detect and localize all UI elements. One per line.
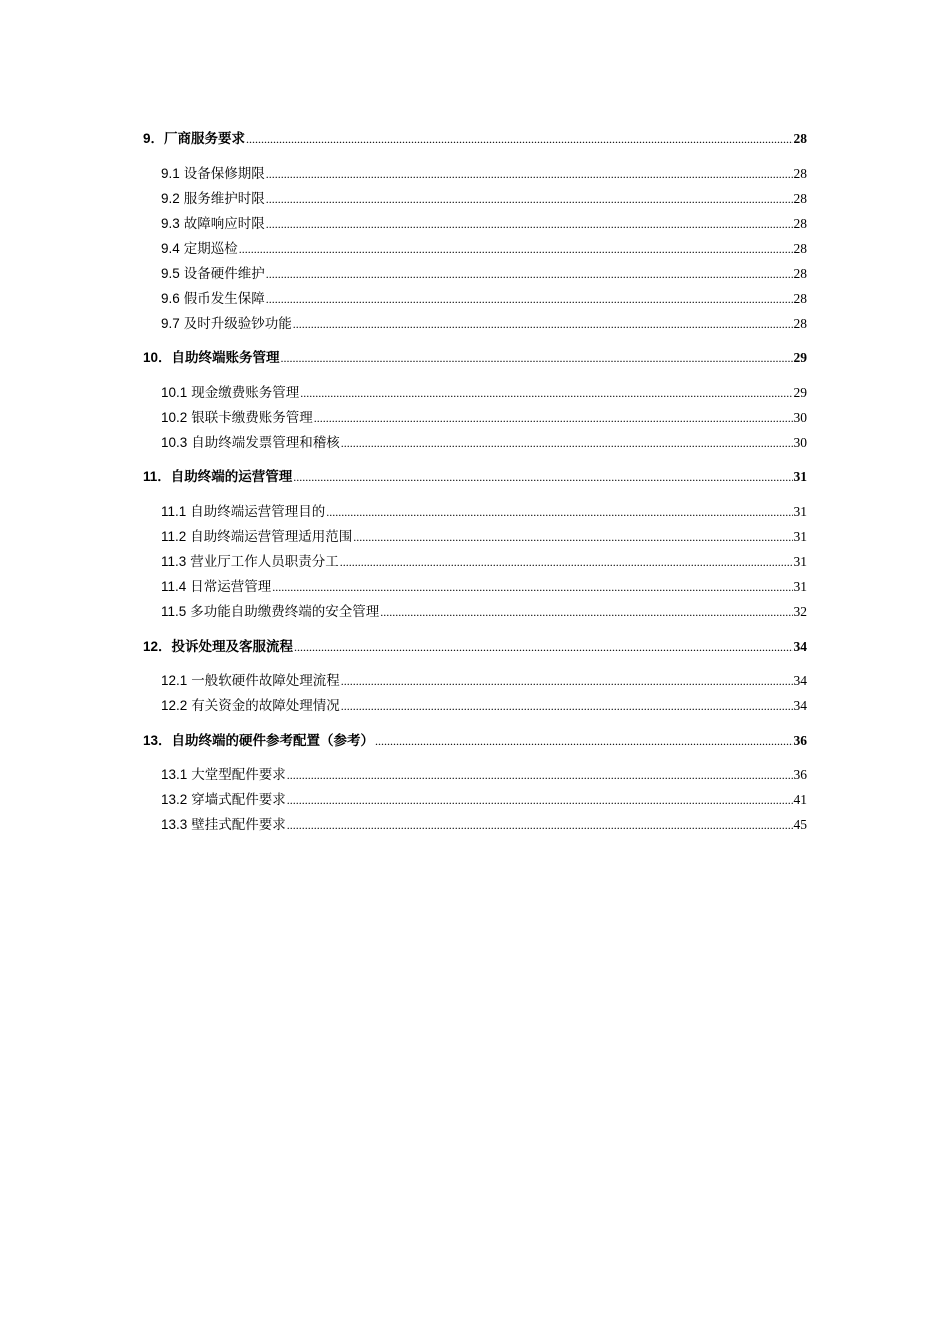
toc-dot-leader: [340, 550, 793, 575]
toc-entry-number: 13.1: [161, 767, 188, 783]
toc-section-link[interactable]: [143, 812, 807, 837]
toc-page-number: 31: [793, 528, 807, 544]
toc-entry-number: 12．: [143, 638, 172, 654]
toc-entry-number: 9.4: [161, 240, 180, 256]
toc-entry-title: 壁挂式配件要求: [191, 817, 286, 834]
toc-entry-number: 9.2: [161, 190, 180, 206]
toc-entry-title: 自助终端运营管理适用范围: [190, 528, 353, 545]
toc-dot-leader: [272, 575, 792, 600]
toc-page-number: 41: [793, 792, 807, 808]
toc-entry-title: 及时升级验钞功能: [183, 315, 292, 332]
toc-dot-leader: [300, 381, 792, 406]
toc-entry-title: 日常运营管理: [190, 578, 272, 595]
toc-dot-leader: [341, 431, 793, 456]
toc-dot-leader: [341, 694, 793, 719]
toc-dot-leader: [341, 669, 793, 694]
toc-section-link[interactable]: [143, 261, 807, 286]
toc-entry-number: 10．: [143, 350, 172, 366]
toc-entry-number: 13.2: [161, 792, 188, 808]
toc-dot-leader: [266, 162, 793, 187]
toc-entry-title: 厂商服务要求: [164, 131, 246, 147]
toc-page-number: 45: [793, 817, 807, 833]
toc-entry-title: 大堂型配件要求: [191, 767, 286, 784]
toc-entry-number: 9.1: [161, 165, 180, 181]
toc-page-number: 28: [793, 190, 807, 206]
toc-section-link[interactable]: [143, 380, 807, 405]
toc-dot-leader: [314, 406, 793, 431]
table-of-contents: [143, 126, 807, 837]
toc-section-link[interactable]: [143, 430, 807, 455]
toc-entry-title: 自助终端账务管理: [171, 350, 280, 367]
toc-page-number: 28: [793, 131, 807, 146]
toc-entry-number: 9.6: [161, 290, 180, 306]
toc-entry-title: 多功能自助缴费终端的安全管理: [190, 603, 380, 620]
toc-section-link[interactable]: [143, 549, 807, 574]
toc-section-link[interactable]: [143, 693, 807, 718]
toc-entry-number: 11.2: [161, 528, 187, 544]
toc-chapter-link[interactable]: [143, 464, 807, 489]
toc-page-number: 30: [793, 409, 807, 425]
toc-chapter-link[interactable]: [143, 345, 807, 370]
toc-dot-leader: [287, 788, 793, 813]
toc-entry-number: 9.7: [161, 315, 180, 331]
toc-page-number: 28: [793, 240, 807, 256]
toc-entry-title: 穿墙式配件要求: [191, 792, 286, 809]
toc-entry-number: 11.4: [161, 578, 187, 594]
toc-page-number: 28: [793, 315, 807, 331]
toc-page-number: 31: [793, 503, 807, 519]
toc-dot-leader: [246, 127, 792, 152]
toc-page-number: 34: [793, 638, 807, 654]
toc-entry-title: 假币发生保障: [183, 290, 265, 307]
toc-section-link[interactable]: [143, 499, 807, 524]
toc-entry-number: 11.1: [161, 503, 187, 519]
toc-section-link[interactable]: [143, 186, 807, 211]
toc-entry-number: 10.3: [161, 434, 188, 450]
toc-entry-title: 现金缴费账务管理: [191, 384, 300, 401]
toc-entry-number: 13．: [143, 732, 172, 748]
toc-entry-number: 13.3: [161, 817, 188, 833]
toc-entry-number: 10.1: [161, 384, 188, 400]
toc-page-number: 34: [793, 673, 807, 689]
toc-entry-title: 自助终端的硬件参考配置（参考）: [171, 732, 375, 749]
toc-entry-number: 12.1: [161, 673, 188, 689]
toc-dot-leader: [281, 346, 793, 371]
toc-section-link[interactable]: [143, 311, 807, 336]
toc-chapter-link[interactable]: [143, 634, 807, 659]
toc-section-link[interactable]: [143, 211, 807, 236]
toc-section-link[interactable]: [143, 161, 807, 186]
toc-page-number: 29: [793, 384, 807, 400]
toc-dot-leader: [375, 729, 792, 754]
toc-page-number: 28: [793, 165, 807, 181]
toc-entry-number: 9．: [143, 131, 165, 146]
toc-entry-title: 自助终端发票管理和稽核: [191, 434, 340, 451]
toc-page-number: 30: [793, 434, 807, 450]
toc-page-number: 28: [793, 290, 807, 306]
toc-entry-title: 定期巡检: [183, 240, 238, 257]
toc-dot-leader: [266, 187, 793, 212]
toc-section-link[interactable]: [143, 405, 807, 430]
toc-section-link[interactable]: [143, 524, 807, 549]
toc-page-number: 32: [793, 603, 807, 619]
toc-entry-title: 投诉处理及客服流程: [171, 638, 294, 655]
toc-page-number: 28: [793, 215, 807, 231]
toc-entry-title: 服务维护时限: [183, 190, 265, 207]
toc-entry-title: 银联卡缴费账务管理: [191, 409, 313, 426]
toc-dot-leader: [294, 635, 792, 660]
toc-dot-leader: [239, 237, 793, 262]
toc-page-number: 28: [793, 265, 807, 281]
toc-entry-title: 故障响应时限: [183, 215, 265, 232]
toc-entry-title: 有关资金的故障处理情况: [191, 698, 340, 715]
toc-entry-number: 9.3: [161, 215, 180, 231]
toc-entry-title: 自助终端的运营管理: [170, 469, 293, 486]
toc-page-number: 36: [793, 732, 807, 748]
toc-page-number: 36: [793, 767, 807, 783]
toc-entry-title: 设备保修期限: [183, 165, 265, 182]
toc-entry-number: 9.5: [161, 265, 180, 281]
toc-entry-title: 自助终端运营管理目的: [190, 503, 326, 520]
toc-page-number: 31: [793, 469, 807, 485]
toc-dot-leader: [287, 763, 793, 788]
toc-page-number: 31: [793, 578, 807, 594]
toc-section-link[interactable]: [143, 574, 807, 599]
toc-page-number: 29: [793, 350, 807, 366]
toc-entry-title: 营业厅工作人员职责分工: [190, 553, 339, 570]
toc-section-link[interactable]: [143, 236, 807, 261]
toc-dot-leader: [380, 600, 792, 625]
toc-section-link[interactable]: [143, 668, 807, 693]
toc-section-link[interactable]: [143, 762, 807, 787]
toc-entry-title: 设备硬件维护: [183, 265, 265, 282]
toc-entry-title: 一般软硬件故障处理流程: [191, 673, 340, 690]
toc-dot-leader: [326, 500, 792, 525]
toc-chapter-link[interactable]: [143, 728, 807, 753]
toc-dot-leader: [266, 262, 793, 287]
toc-entry-number: 11.5: [161, 603, 187, 619]
toc-section-link[interactable]: [143, 599, 807, 624]
toc-dot-leader: [266, 212, 793, 237]
toc-dot-leader: [293, 312, 793, 337]
toc-dot-leader: [293, 465, 792, 490]
toc-entry-number: 11．: [143, 469, 171, 485]
toc-page-number: 31: [793, 553, 807, 569]
toc-entry-number: 11.3: [161, 553, 187, 569]
toc-entry-number: 12.2: [161, 698, 188, 714]
toc-section-link[interactable]: [143, 787, 807, 812]
toc-section-link[interactable]: [143, 286, 807, 311]
toc-dot-leader: [353, 525, 792, 550]
toc-page-number: 34: [793, 698, 807, 714]
toc-chapter-link[interactable]: [143, 126, 807, 151]
toc-dot-leader: [287, 813, 793, 838]
toc-dot-leader: [266, 287, 793, 312]
toc-entry-number: 10.2: [161, 409, 188, 425]
